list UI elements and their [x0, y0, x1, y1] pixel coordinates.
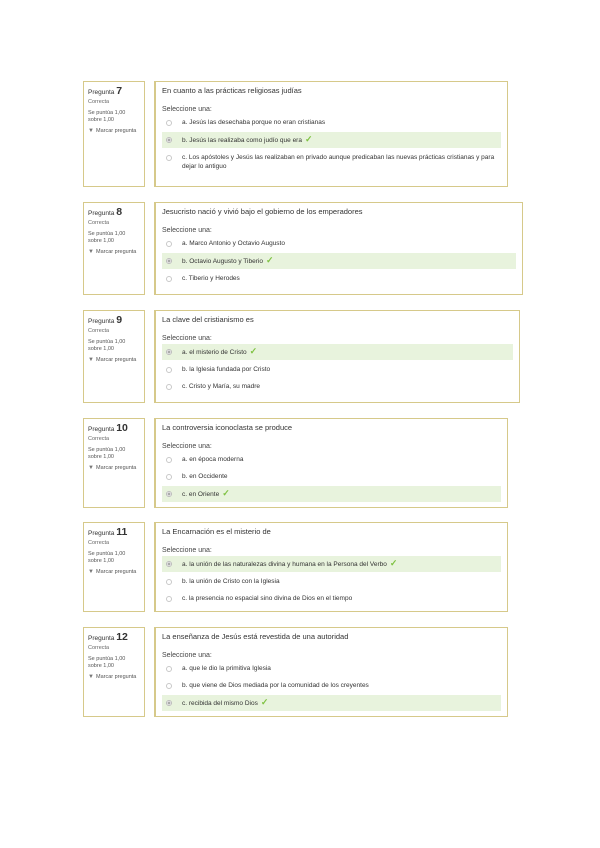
question-state: Correcta: [88, 645, 110, 651]
radio-button[interactable]: [166, 683, 172, 689]
answer-option[interactable]: c. Tiberio y Herodes: [162, 271, 516, 286]
question-content: [154, 418, 508, 508]
answer-prompt: Seleccione una:: [162, 335, 212, 342]
answer-option[interactable]: a. la unión de las naturalezas divina y humana en la Persona del Verbo ✓: [162, 556, 501, 572]
radio-button[interactable]: [166, 137, 172, 143]
question-state: Correcta: [88, 99, 110, 105]
answer-option[interactable]: c. la presencia no espacial sino divina de Dios en el tiempo: [162, 591, 501, 606]
question-number: Pregunta 8: [88, 206, 123, 218]
answer-option[interactable]: c. Los apóstoles y Jesús las realizaban en privado aunque predicaban las nuevas prácticas cristianas y para dejar lo antiguo: [162, 150, 501, 174]
radio-button[interactable]: [166, 276, 172, 282]
radio-button[interactable]: [166, 666, 172, 672]
radio-button[interactable]: [166, 367, 172, 373]
question-grade: Se puntúa 1,00 sobre 1,00: [88, 110, 126, 123]
answer-option[interactable]: a. Jesús las desechaba porque no eran cristianas: [162, 115, 501, 130]
answer-option[interactable]: b. que viene de Dios mediada por la comunidad de los creyentes: [162, 678, 501, 693]
question-number: Pregunta 10: [88, 422, 128, 434]
answer-prompt: Seleccione una:: [162, 443, 212, 450]
flag-question-link[interactable]: ▼ Marcar pregunta: [88, 465, 137, 471]
answer-prompt: Seleccione una:: [162, 547, 212, 554]
radio-button[interactable]: [166, 700, 172, 706]
question-state: Correcta: [88, 220, 110, 226]
answer-list: [162, 452, 501, 502]
answer-prompt: Seleccione una:: [162, 227, 212, 234]
flag-icon: ▼: [88, 674, 94, 680]
question-info: [83, 310, 145, 403]
flag-icon: ▼: [88, 357, 94, 363]
answer-list: [162, 344, 513, 394]
question-info: [83, 81, 145, 187]
radio-button[interactable]: [166, 120, 172, 126]
question-text: En cuanto a las prácticas religiosas judías: [162, 86, 302, 95]
flag-question-link[interactable]: ▼ Marcar pregunta: [88, 128, 137, 134]
question-grade: Se puntúa 1,00 sobre 1,00: [88, 656, 126, 669]
check-icon: ✓: [265, 255, 274, 265]
answer-option[interactable]: a. en época moderna: [162, 452, 501, 467]
flag-icon: ▼: [88, 465, 94, 471]
answer-option[interactable]: c. recibida del mismo Dios ✓: [162, 695, 501, 711]
flag-question-link[interactable]: ▼ Marcar pregunta: [88, 569, 137, 575]
flag-icon: ▼: [88, 128, 94, 134]
question-content: [154, 202, 523, 295]
radio-button[interactable]: [166, 384, 172, 390]
radio-button[interactable]: [166, 491, 172, 497]
answer-option[interactable]: c. en Oriente ✓: [162, 486, 501, 502]
answer-list: [162, 661, 501, 711]
question-text: La Encarnación es el misterio de: [162, 527, 271, 536]
answer-option[interactable]: b. la unión de Cristo con la Iglesia: [162, 574, 501, 589]
question-9: [83, 310, 520, 403]
question-number: Pregunta 12: [88, 631, 128, 643]
question-content: [154, 81, 508, 187]
answer-option[interactable]: a. Marco Antonio y Octavio Augusto: [162, 236, 516, 251]
answer-list: [162, 236, 516, 286]
flag-question-link[interactable]: ▼ Marcar pregunta: [88, 249, 137, 255]
question-text: La clave del cristianismo es: [162, 315, 254, 324]
answer-option[interactable]: b. Octavio Augusto y Tiberio ✓: [162, 253, 516, 269]
question-state: Correcta: [88, 328, 110, 334]
question-content: [154, 522, 508, 612]
question-info: [83, 627, 145, 717]
radio-button[interactable]: [166, 155, 172, 161]
question-10: [83, 418, 508, 508]
question-info: [83, 202, 145, 295]
flag-icon: ▼: [88, 569, 94, 575]
check-icon: ✓: [304, 134, 313, 144]
question-content: [154, 627, 508, 717]
check-icon: ✓: [389, 558, 398, 568]
radio-button[interactable]: [166, 258, 172, 264]
question-number: Pregunta 7: [88, 85, 123, 97]
radio-button[interactable]: [166, 596, 172, 602]
answer-list: [162, 556, 501, 606]
question-text: La controversia iconoclasta se produce: [162, 423, 293, 432]
question-number: Pregunta 9: [88, 314, 123, 326]
answer-option[interactable]: c. Cristo y María, su madre: [162, 379, 513, 394]
question-grade: Se puntúa 1,00 sobre 1,00: [88, 339, 126, 352]
question-info: [83, 418, 145, 508]
answer-prompt: Seleccione una:: [162, 106, 212, 113]
flag-icon: ▼: [88, 249, 94, 255]
radio-button[interactable]: [166, 561, 172, 567]
question-state: Correcta: [88, 436, 110, 442]
radio-button[interactable]: [166, 241, 172, 247]
answer-prompt: Seleccione una:: [162, 652, 212, 659]
question-content: [154, 310, 520, 403]
check-icon: ✓: [260, 697, 269, 707]
question-12: [83, 627, 508, 717]
question-number: Pregunta 11: [88, 526, 128, 538]
question-8: [83, 202, 523, 295]
radio-button[interactable]: [166, 457, 172, 463]
question-grade: Se puntúa 1,00 sobre 1,00: [88, 231, 126, 244]
question-grade: Se puntúa 1,00 sobre 1,00: [88, 551, 126, 564]
answer-list: [162, 115, 501, 174]
answer-option[interactable]: b. la Iglesia fundada por Cristo: [162, 362, 513, 377]
radio-button[interactable]: [166, 474, 172, 480]
answer-option[interactable]: a. que le dio la primitiva Iglesia: [162, 661, 501, 676]
answer-option[interactable]: a. el misterio de Cristo ✓: [162, 344, 513, 360]
flag-question-link[interactable]: ▼ Marcar pregunta: [88, 357, 137, 363]
check-icon: ✓: [222, 488, 230, 498]
flag-question-link[interactable]: ▼ Marcar pregunta: [88, 674, 137, 680]
check-icon: ✓: [249, 346, 258, 356]
question-11: [83, 522, 508, 612]
radio-button[interactable]: [166, 349, 172, 355]
radio-button[interactable]: [166, 579, 172, 585]
question-7: [83, 81, 508, 187]
answer-option[interactable]: b. Jesús las realizaba como judío que era ✓: [162, 132, 501, 148]
question-info: [83, 522, 145, 612]
question-text: Jesucristo nació y vivió bajo el gobierno de los emperadores: [162, 207, 363, 216]
question-text: La enseñanza de Jesús está revestida de una autoridad: [162, 632, 349, 641]
answer-option[interactable]: b. en Occidente: [162, 469, 501, 484]
question-state: Correcta: [88, 540, 110, 546]
question-grade: Se puntúa 1,00 sobre 1,00: [88, 447, 126, 460]
